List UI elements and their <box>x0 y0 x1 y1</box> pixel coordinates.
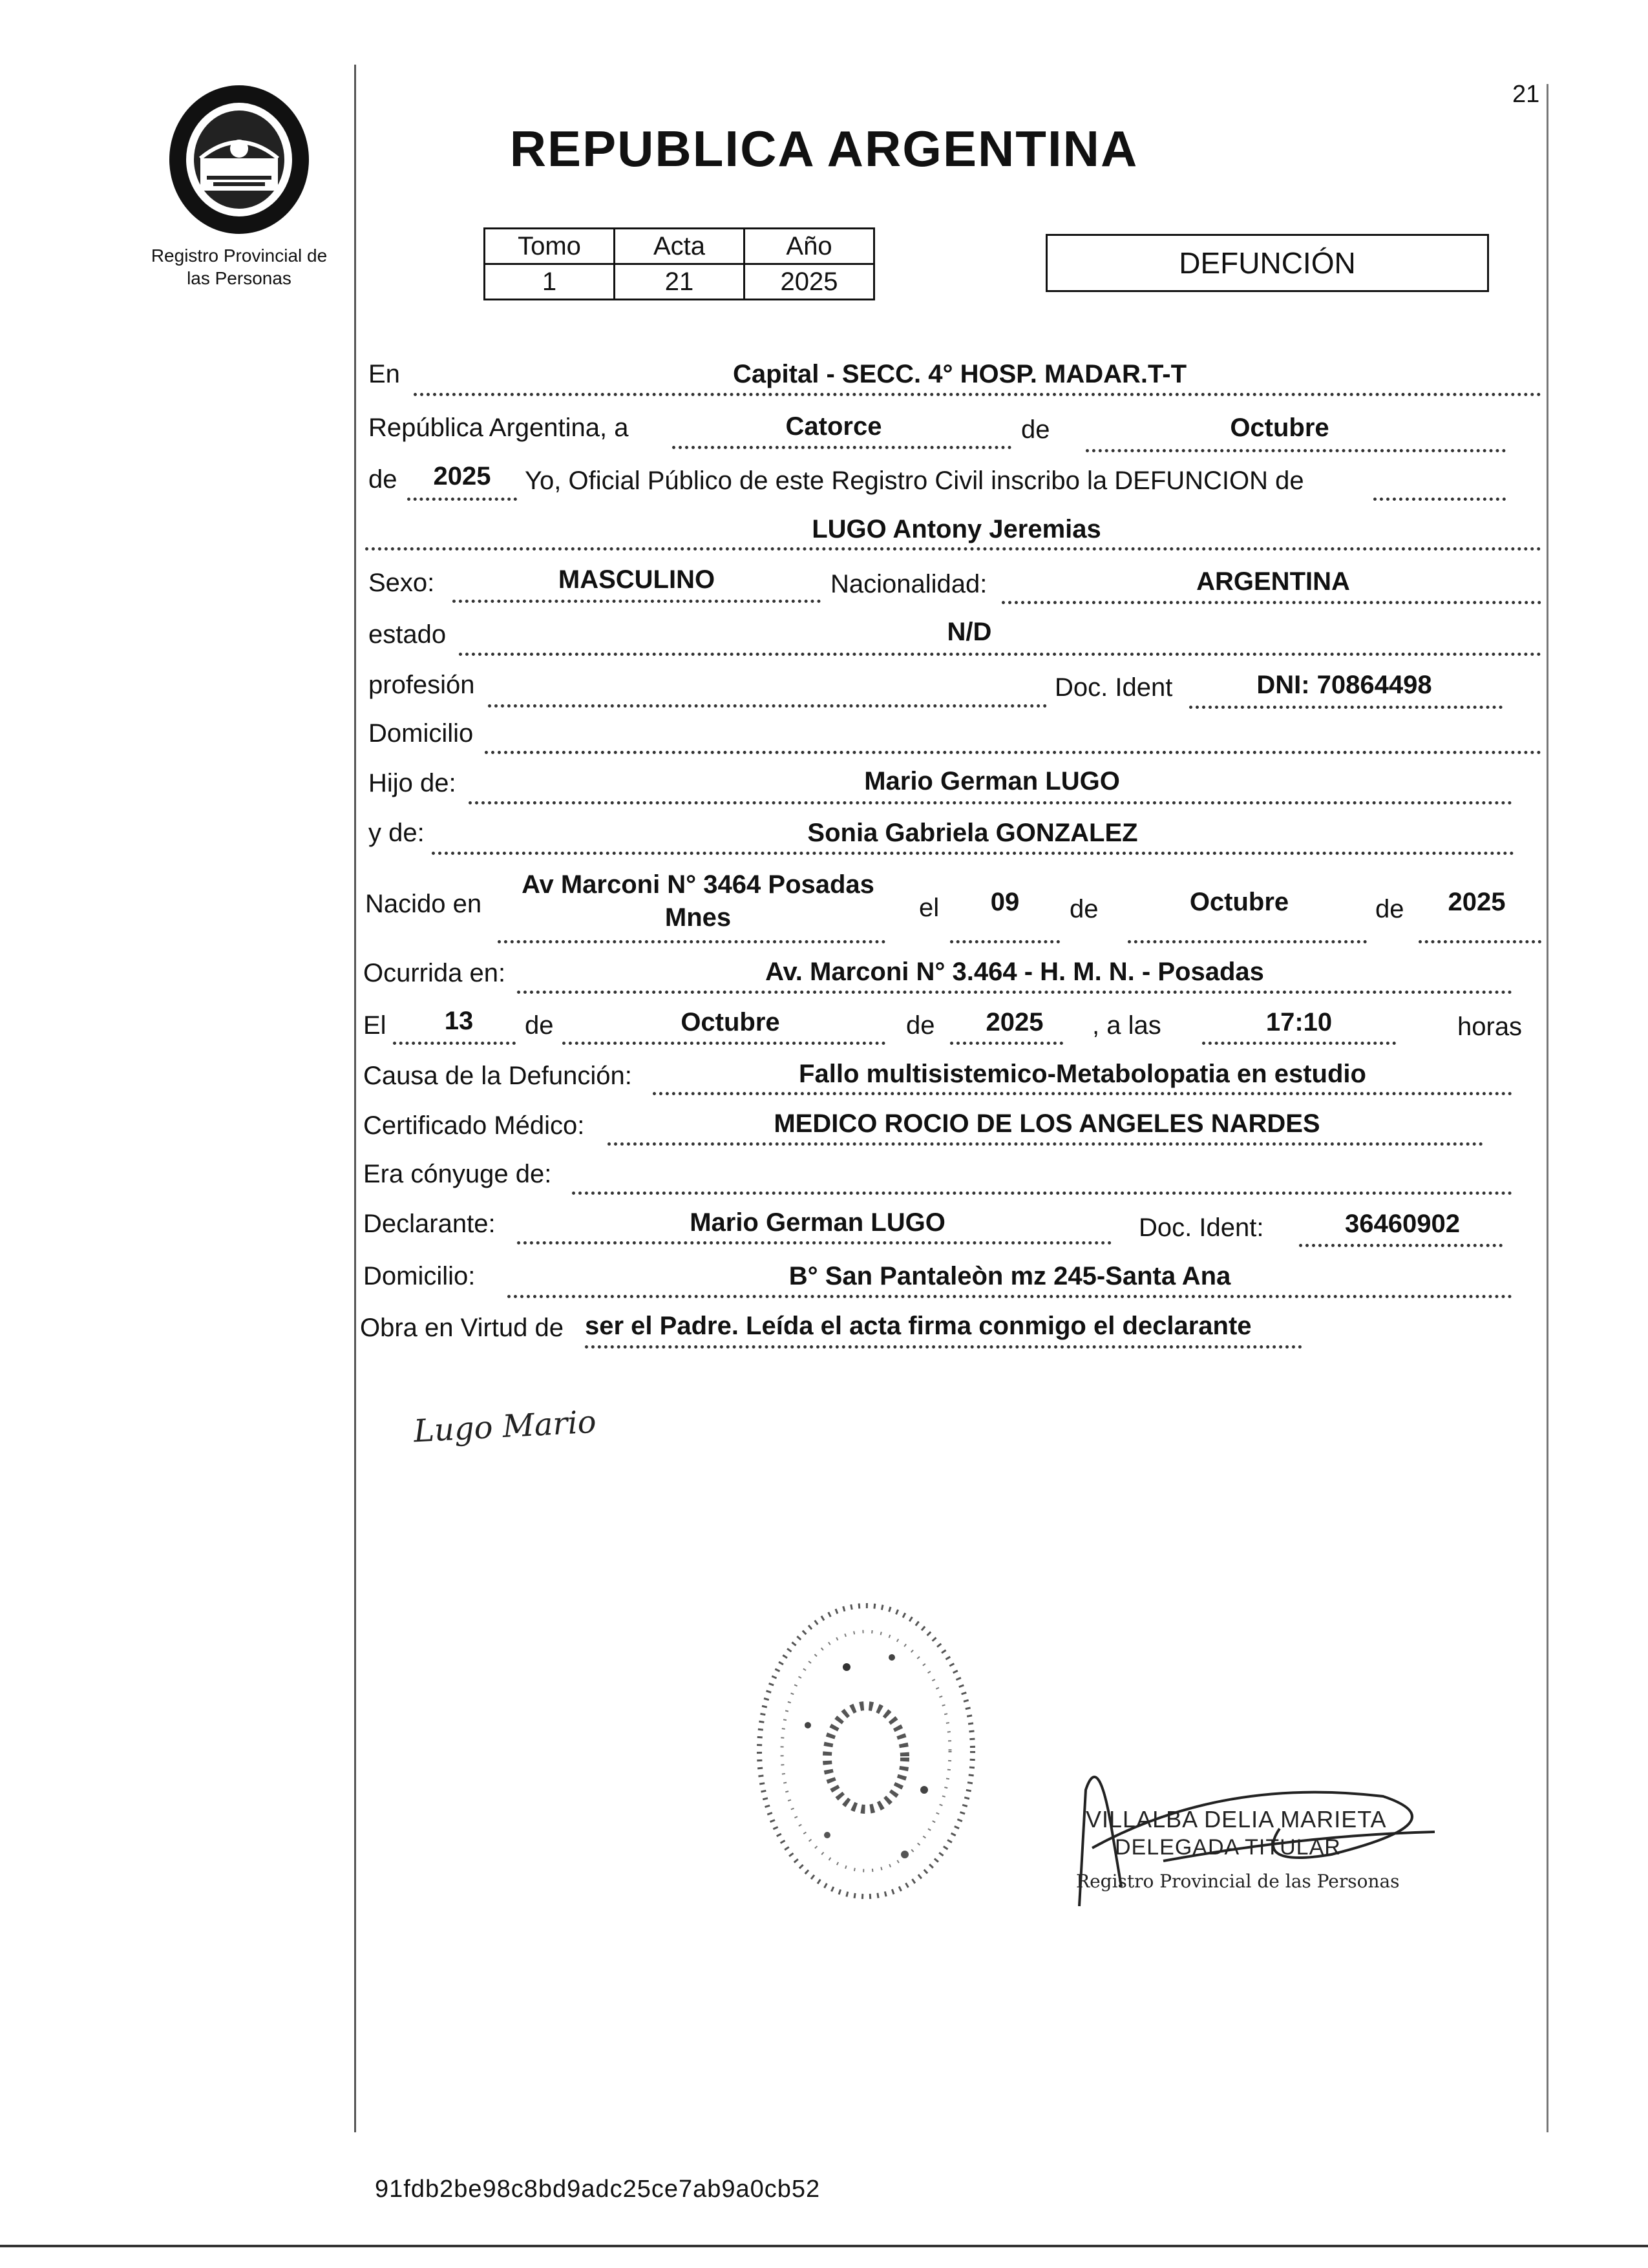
nacido-en-line1: Av Marconi N° 3464 Posadas <box>522 870 874 899</box>
declarante-label: Declarante: <box>363 1210 496 1238</box>
doc-ident-value: DNI: 70864498 <box>1256 671 1432 699</box>
doc-ident-dots <box>1189 706 1503 709</box>
inscribo-dots <box>1373 498 1506 501</box>
profesion-label: profesión <box>368 671 475 699</box>
hora-value: 17:10 <box>1265 1008 1333 1036</box>
domicilio-decl-label: Domicilio: <box>363 1262 476 1290</box>
conyuge-label: Era cónyuge de: <box>363 1160 552 1188</box>
padre-dots <box>469 801 1512 804</box>
anio-registro-dots <box>407 498 517 501</box>
de-nac-mes-label: de <box>1070 895 1099 923</box>
left-margin-line <box>354 65 356 2132</box>
document-hash: 91fdb2be98c8bd9adc25ce7ab9a0cb52 <box>375 2176 821 2203</box>
de-anio-label: de <box>368 465 397 494</box>
dia-texto-dots <box>672 446 1011 449</box>
page-title: REPUBLICA ARGENTINA <box>509 120 1139 177</box>
ocurrida-label: Ocurrida en: <box>363 959 506 987</box>
hora-dots <box>1202 1042 1396 1045</box>
page-number: 21 <box>1512 81 1540 108</box>
header-tomo: Tomo <box>485 229 615 264</box>
de-nac-anio-label: de <box>1375 895 1404 923</box>
a-las-label: , a las <box>1092 1011 1161 1040</box>
de-def-mes-label: de <box>525 1011 554 1040</box>
en-value: Capital - SECC. 4° HOSP. MADAR.T-T <box>732 360 1187 388</box>
value-tomo: 1 <box>485 264 615 300</box>
obra-label: Obra en Virtud de <box>360 1314 564 1342</box>
estado-dots <box>459 653 1541 656</box>
certificado-label: Certificado Médico: <box>363 1111 585 1140</box>
defuncion-anio-dots <box>950 1042 1063 1045</box>
declarante-doc-label: Doc. Ident: <box>1139 1213 1264 1242</box>
causa-value: Fallo multisistemico-Metabolopatia en estudio <box>799 1060 1366 1088</box>
nacimiento-dia-value: 09 <box>990 888 1020 916</box>
declarante-dots <box>517 1241 1112 1244</box>
certificado-value: MEDICO ROCIO DE LOS ANGELES NARDES <box>774 1109 1320 1138</box>
defuncion-dia-dots <box>393 1042 516 1045</box>
mes-registro-dots <box>1086 449 1506 452</box>
nacido-en-dots <box>498 940 885 943</box>
domicilio-decl-dots <box>507 1295 1512 1298</box>
anio-registro-value: 2025 <box>433 462 491 490</box>
official-org: Registro Provincial de las Personas <box>1076 1871 1400 1892</box>
ocurrida-dots <box>517 991 1512 994</box>
causa-dots <box>653 1092 1512 1095</box>
nacionalidad-value: ARGENTINA <box>1196 567 1350 596</box>
registry-caption <box>136 244 343 289</box>
header-anio: Año <box>745 229 874 264</box>
hijo-de-label: Hijo de: <box>368 769 456 797</box>
official-name: VILLALBA DELIA MARIETA <box>1086 1806 1387 1832</box>
declarante-doc-dots <box>1299 1244 1503 1247</box>
profesion-dots <box>488 704 1047 708</box>
defuncion-dia-value: 13 <box>444 1007 474 1035</box>
ocurrida-value: Av. Marconi N° 3.464 - H. M. N. - Posadas <box>765 958 1264 986</box>
nacimiento-anio-value: 2025 <box>1448 888 1506 916</box>
value-acta: 21 <box>615 264 745 300</box>
causa-label: Causa de la Defunción: <box>363 1062 632 1090</box>
en-dots <box>414 393 1541 396</box>
madre-value: Sonia Gabriela GONZALEZ <box>807 819 1138 847</box>
bottom-scan-line <box>0 2245 1648 2247</box>
certificado-dots <box>607 1142 1483 1146</box>
obra-dots <box>585 1345 1302 1349</box>
nacimiento-mes-value: Octubre <box>1189 888 1289 916</box>
dia-texto-value: Catorce <box>785 412 882 441</box>
republica-label: República Argentina, a <box>368 414 629 442</box>
nacimiento-dia-dots <box>950 940 1060 943</box>
defuncion-anio-value: 2025 <box>986 1008 1044 1036</box>
obra-value: ser el Padre. Leída el acta firma conmigo el declarante <box>585 1312 1252 1340</box>
nacionalidad-label: Nacionalidad: <box>830 570 988 598</box>
sexo-dots <box>452 600 821 603</box>
declarante-value: Mario German LUGO <box>690 1208 945 1237</box>
padre-value: Mario German LUGO <box>864 767 1120 795</box>
nacido-en-label: Nacido en <box>365 890 482 918</box>
declarante-signature: Lugo Mario <box>412 1403 597 1450</box>
de-label: de <box>1021 415 1050 444</box>
value-anio: 2025 <box>745 264 874 300</box>
right-margin-line <box>1547 84 1548 2132</box>
estado-label: estado <box>368 620 447 649</box>
nacionalidad-dots <box>1002 601 1541 604</box>
defuncion-mes-dots <box>562 1042 885 1045</box>
el-label: el <box>919 894 940 922</box>
seal-icon <box>750 1596 982 1906</box>
nacimiento-mes-dots <box>1128 940 1367 943</box>
madre-dots <box>432 852 1514 855</box>
conyuge-dots <box>572 1192 1512 1195</box>
domicilio-decl-value: B° San Pantaleòn mz 245-Santa Ana <box>788 1262 1231 1290</box>
declarante-doc-value: 36460902 <box>1345 1210 1460 1238</box>
defuncion-mes-value: Octubre <box>681 1008 780 1036</box>
registry-line-1: Registro Provincial de <box>151 246 328 266</box>
inscribo-text: Yo, Oficial Público de este Registro Civil inscribo la DEFUNCION de <box>525 467 1304 495</box>
official-role: DELEGADA TITULAR <box>1115 1835 1341 1860</box>
domicilio-label: Domicilio <box>368 719 474 748</box>
nacido-en-line2: Mnes <box>664 903 732 932</box>
estado-value: N/D <box>947 618 992 646</box>
official-seal <box>750 1596 982 1906</box>
header-acta: Acta <box>615 229 745 264</box>
nombre-dots <box>365 547 1541 551</box>
en-label: En <box>368 360 400 388</box>
nacimiento-anio-dots <box>1419 940 1541 943</box>
sexo-value: MASCULINO <box>558 565 715 594</box>
horas-label: horas <box>1457 1013 1523 1041</box>
el-cap-label: El <box>363 1011 386 1040</box>
document-type-box: DEFUNCIÓN <box>1046 234 1489 292</box>
registry-line-2: las Personas <box>187 268 291 288</box>
sexo-label: Sexo: <box>368 569 435 597</box>
de-def-anio-label: de <box>906 1011 935 1040</box>
nombre-value: LUGO Antony Jeremias <box>812 515 1101 543</box>
y-de-label: y de: <box>368 819 425 847</box>
domicilio-dots <box>485 751 1541 754</box>
doc-ident-label: Doc. Ident <box>1055 673 1173 702</box>
mes-registro-value: Octubre <box>1230 414 1329 442</box>
reference-table <box>483 227 875 300</box>
